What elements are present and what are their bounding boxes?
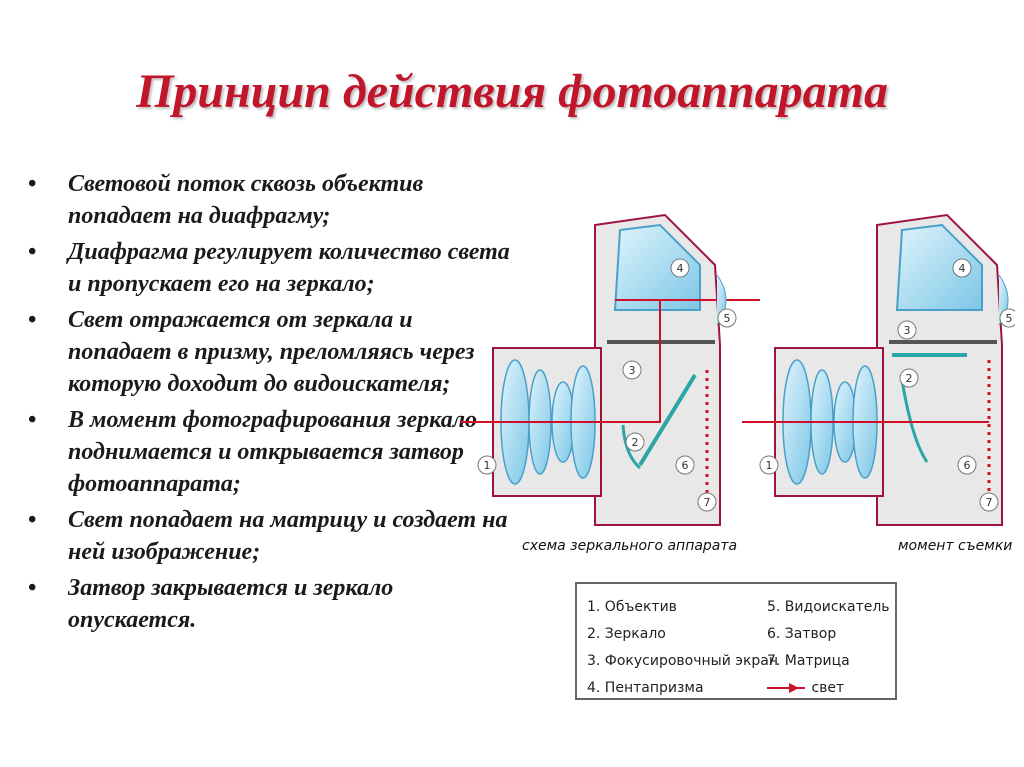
legend-item: 6. Затвор (767, 626, 837, 642)
bullet-icon: • (28, 307, 37, 333)
marker-2 (626, 433, 644, 451)
marker-6 (676, 456, 694, 474)
marker-1 (760, 456, 778, 474)
legend-item: 4. Пентапризма (587, 680, 704, 696)
marker-6 (958, 456, 976, 474)
bullet-icon: • (28, 171, 37, 197)
legend-item: 1. Объектив (587, 599, 677, 615)
bullet-text: В момент фотографирования зеркало поднимается и открывается затвор фотоаппарата; (68, 407, 478, 497)
legend-item: 3. Фокусировочный экран (587, 653, 779, 669)
svg-text:5: 5 (1005, 312, 1013, 325)
svg-text:1: 1 (483, 459, 491, 472)
marker-4 (953, 259, 971, 277)
bullet-item (28, 504, 518, 568)
page-title: Принцип действия фотоаппарата (136, 65, 888, 118)
svg-text:2: 2 (631, 436, 639, 449)
svg-text:3: 3 (628, 364, 636, 377)
marker-4 (671, 259, 689, 277)
bullet-item (28, 236, 518, 300)
svg-text:2: 2 (905, 372, 913, 385)
legend-item: 7. Матрица (767, 653, 850, 669)
marker-7 (980, 493, 998, 511)
marker-7 (698, 493, 716, 511)
bullet-text: Свет отражается от зеркала и попадает в призму, преломляясь через которую доходит до видоискателя; (68, 307, 475, 397)
camera-left (460, 215, 760, 525)
marker-3 (623, 361, 641, 379)
legend-item-light (767, 675, 890, 702)
bullet-icon: • (28, 407, 37, 433)
bullet-icon: • (28, 507, 37, 533)
marker-1 (478, 456, 496, 474)
caption-right: момент съемки (898, 538, 1013, 554)
marker-3 (898, 321, 916, 339)
bullet-text: Световой поток сквозь объектив попадает на диафрагму; (68, 171, 424, 229)
svg-text:4: 4 (958, 262, 966, 275)
svg-text:3: 3 (903, 324, 911, 337)
marker-5 (1000, 309, 1015, 327)
camera-diagram (455, 200, 1015, 540)
svg-text:1: 1 (765, 459, 773, 472)
bullet-text: Диафрагма регулирует количество света и пропускает его на зеркало; (68, 239, 510, 297)
legend (575, 582, 897, 700)
light-arrow-icon (767, 682, 807, 694)
svg-text:6: 6 (681, 459, 689, 472)
svg-text:5: 5 (723, 312, 731, 325)
bullet-item (28, 304, 518, 400)
svg-text:6: 6 (963, 459, 971, 472)
svg-text:7: 7 (985, 496, 993, 509)
bullet-item (28, 404, 518, 500)
marker-5 (718, 309, 736, 327)
bullet-item (28, 572, 518, 636)
bullet-text: Свет попадает на матрицу и создает на ней изображение; (68, 507, 508, 565)
svg-text:7: 7 (703, 496, 711, 509)
marker-2 (900, 369, 918, 387)
legend-item: 5. Видоискатель (767, 599, 890, 615)
bullet-icon: • (28, 239, 37, 265)
legend-light-label: свет (811, 680, 845, 696)
legend-left-column (587, 594, 778, 702)
bullet-icon: • (28, 575, 37, 601)
bullet-item (28, 168, 518, 232)
svg-text:4: 4 (676, 262, 684, 275)
bullet-text: Затвор закрывается и зеркало опускается. (68, 575, 394, 633)
bullet-list (28, 168, 518, 640)
legend-right-column (767, 594, 890, 702)
legend-item: 2. Зеркало (587, 626, 666, 642)
caption-left: схема зеркального аппарата (522, 538, 738, 554)
